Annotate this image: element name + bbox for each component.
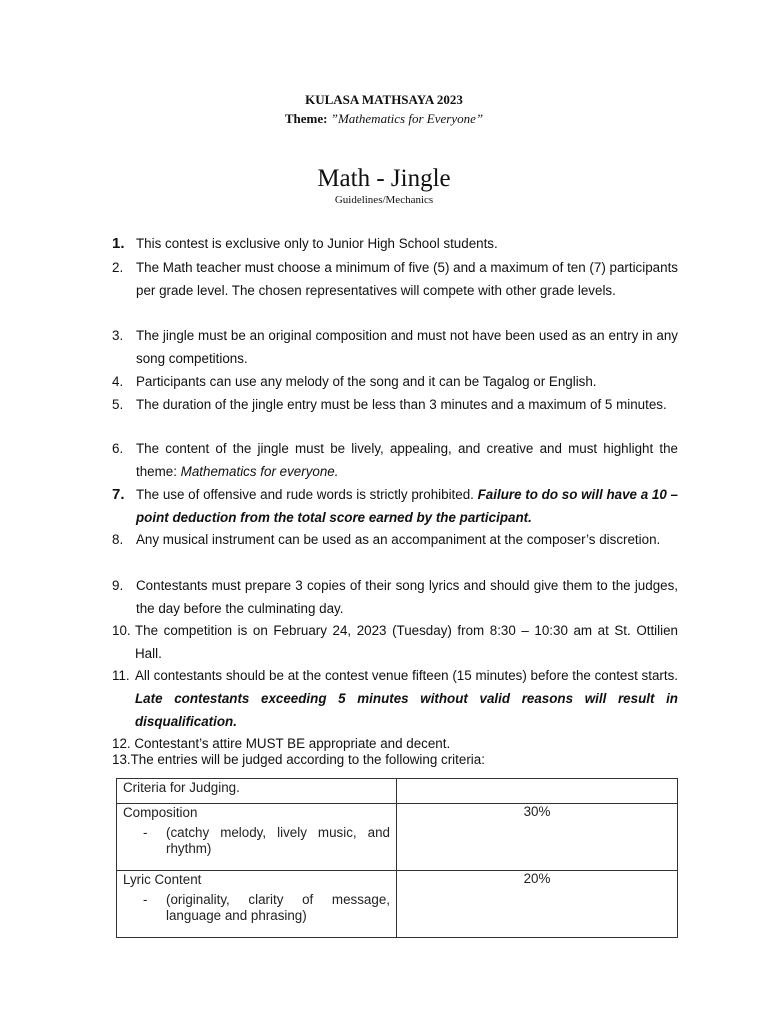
rule-number: 2. bbox=[112, 260, 124, 275]
criteria-description: (originality, clarity of message, language and phrasing) bbox=[166, 892, 390, 923]
rule-text-emphasis: Mathematics for everyone. bbox=[180, 464, 339, 479]
rule-text: Participants can use any melody of the song and it can be Tagalog or English. bbox=[136, 374, 597, 389]
theme-label: Theme: bbox=[284, 111, 328, 126]
table-header-row bbox=[117, 779, 678, 804]
rule-text-plain: The content of the jingle must be lively, appealing, and creative and must highlight the theme: bbox=[136, 441, 678, 479]
theme-value: ”Mathematics for Everyone” bbox=[330, 111, 484, 126]
rule-item bbox=[112, 393, 678, 416]
rule-number: 5. bbox=[112, 397, 124, 412]
criteria-header-cell: Criteria for Judging. bbox=[117, 779, 397, 804]
rule-text: The jingle must be an original composition and must not have been used as an entry in any song competitions. bbox=[136, 328, 678, 366]
rule-number: 10. bbox=[112, 623, 131, 638]
rule-text: The Math teacher must choose a minimum of five (5) and a maximum of ten (7) participants per grade level. The chosen representatives will compete with other grade levels. bbox=[136, 260, 678, 298]
rule-item bbox=[112, 256, 678, 302]
criteria-weight: 30% bbox=[397, 804, 678, 871]
rule-text bbox=[136, 483, 678, 529]
theme-line bbox=[0, 111, 768, 127]
rule-text: The entries will be judged according to the following criteria: bbox=[130, 752, 485, 767]
criteria-category: Lyric Content bbox=[123, 872, 202, 887]
criteria-cell bbox=[117, 804, 397, 871]
bullet-dash: - bbox=[143, 892, 148, 907]
criteria-cell bbox=[117, 871, 397, 938]
criteria-subitem bbox=[117, 888, 396, 930]
rule-item bbox=[112, 483, 678, 529]
rule-item bbox=[112, 232, 678, 255]
table-row bbox=[117, 804, 678, 871]
rule-text: This contest is exclusive only to Junior High School students. bbox=[136, 236, 498, 251]
rule-text-emphasis: Late contestants exceeding 5 minutes without valid reasons will result in disqualification. bbox=[135, 691, 678, 729]
rule-item bbox=[112, 437, 678, 483]
rule-item bbox=[112, 574, 678, 620]
rule-item bbox=[112, 619, 678, 665]
rule-text: The competition is on February 24, 2023 (Tuesday) from 8:30 – 10:30 am at St. Ottilien Hall. bbox=[135, 623, 678, 661]
rule-item bbox=[112, 370, 678, 393]
rule-number: 8. bbox=[112, 532, 124, 547]
rule-text-plain: All contestants should be at the contest venue fifteen (15 minutes) before the contest starts. bbox=[135, 668, 678, 683]
rule-number: 1. bbox=[112, 235, 125, 252]
table-row bbox=[117, 871, 678, 938]
criteria-description: (catchy melody, lively music, and rhythm) bbox=[166, 825, 390, 856]
criteria-category: Composition bbox=[123, 805, 198, 820]
rule-item bbox=[112, 324, 678, 370]
rule-number: 6. bbox=[112, 441, 124, 456]
rule-number: 12. bbox=[112, 736, 131, 751]
rule-text: Contestants must prepare 3 copies of their song lyrics and should give them to the judges, the day before the culminating day. bbox=[136, 578, 678, 616]
criteria-weight: 20% bbox=[397, 871, 678, 938]
rule-text: The duration of the jingle entry must be less than 3 minutes and a maximum of 5 minutes. bbox=[136, 397, 667, 412]
document-title: Math - Jingle bbox=[317, 165, 451, 192]
criteria-header-empty-cell bbox=[397, 779, 678, 804]
rule-text-emphasis: Failure to do so will have a 10 – point deduction from the total score earned by the participant. bbox=[136, 487, 678, 525]
bullet-dash: - bbox=[143, 825, 148, 840]
document-subtitle: Guidelines/Mechanics bbox=[334, 194, 434, 206]
rule-number: 7. bbox=[112, 486, 125, 503]
rule-text: Any musical instrument can be used as an accompaniment at the composer’s discretion. bbox=[136, 532, 661, 547]
rule-text bbox=[136, 437, 678, 483]
rule-number: 13. bbox=[112, 752, 131, 767]
rule-item bbox=[112, 736, 678, 751]
rule-text-plain: The use of offensive and rude words is strictly prohibited. bbox=[136, 487, 478, 502]
rule-item bbox=[112, 664, 678, 733]
rule-item bbox=[112, 752, 678, 767]
rule-item bbox=[112, 528, 678, 551]
event-title: KULASA MATHSAYA 2023 bbox=[305, 92, 463, 107]
criteria-table bbox=[116, 778, 678, 938]
rule-number: 4. bbox=[112, 374, 124, 389]
criteria-subitem bbox=[117, 821, 396, 863]
rule-number: 11. bbox=[112, 668, 130, 683]
rule-number: 3. bbox=[112, 328, 124, 343]
rule-text bbox=[135, 664, 678, 733]
rule-text: Contestant’s attire MUST BE appropriate and decent. bbox=[130, 736, 451, 751]
rule-number: 9. bbox=[112, 578, 124, 593]
